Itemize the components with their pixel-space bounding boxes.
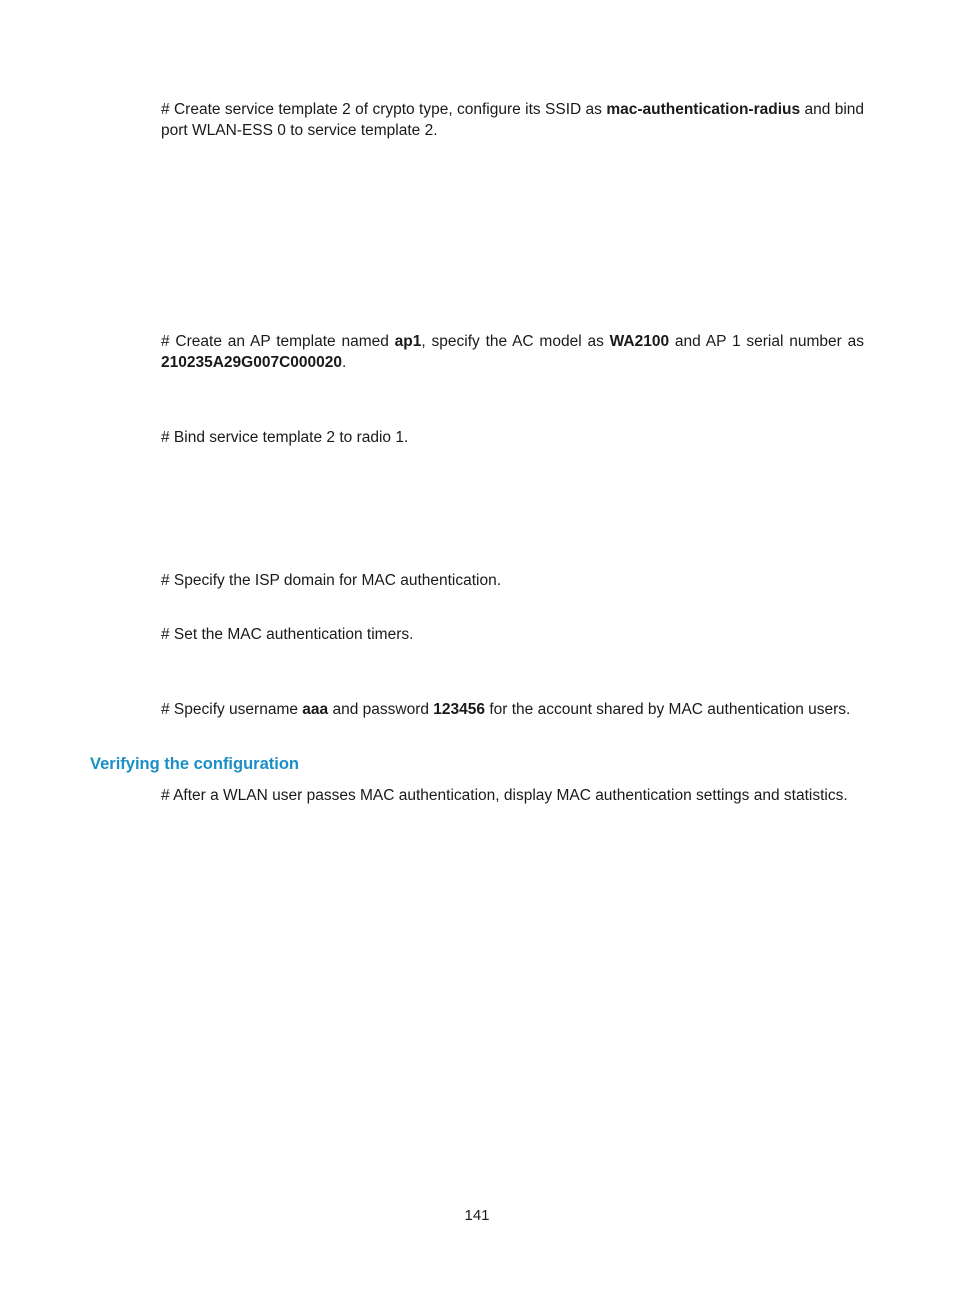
step-bind-radio: # Bind service template 2 to radio 1. [161,429,409,446]
section-heading: Verifying the configuration [90,755,300,773]
step-timers: # Set the MAC authentication timers. [161,626,414,643]
step-create-ap-template: # Create an AP template named ap1, specify the AC model as WA2100 and AP 1 serial number as 210235A29G007C000020. [161,333,864,371]
step-isp-domain: # Specify the ISP domain for MAC authentication. [161,572,502,589]
step-create-service-template: # Create service template 2 of crypto type, configure its SSID as mac-authentication-radius and bind port WLAN-ESS 0 to service template 2. [161,101,864,139]
page-number: 141 [464,1207,490,1224]
step-display-mac-auth: # After a WLAN user passes MAC authentication, display MAC authentication settings and statistics. [161,787,848,804]
step-shared-account: # Specify username aaa and password 123456 for the account shared by MAC authentication users. [161,701,851,718]
